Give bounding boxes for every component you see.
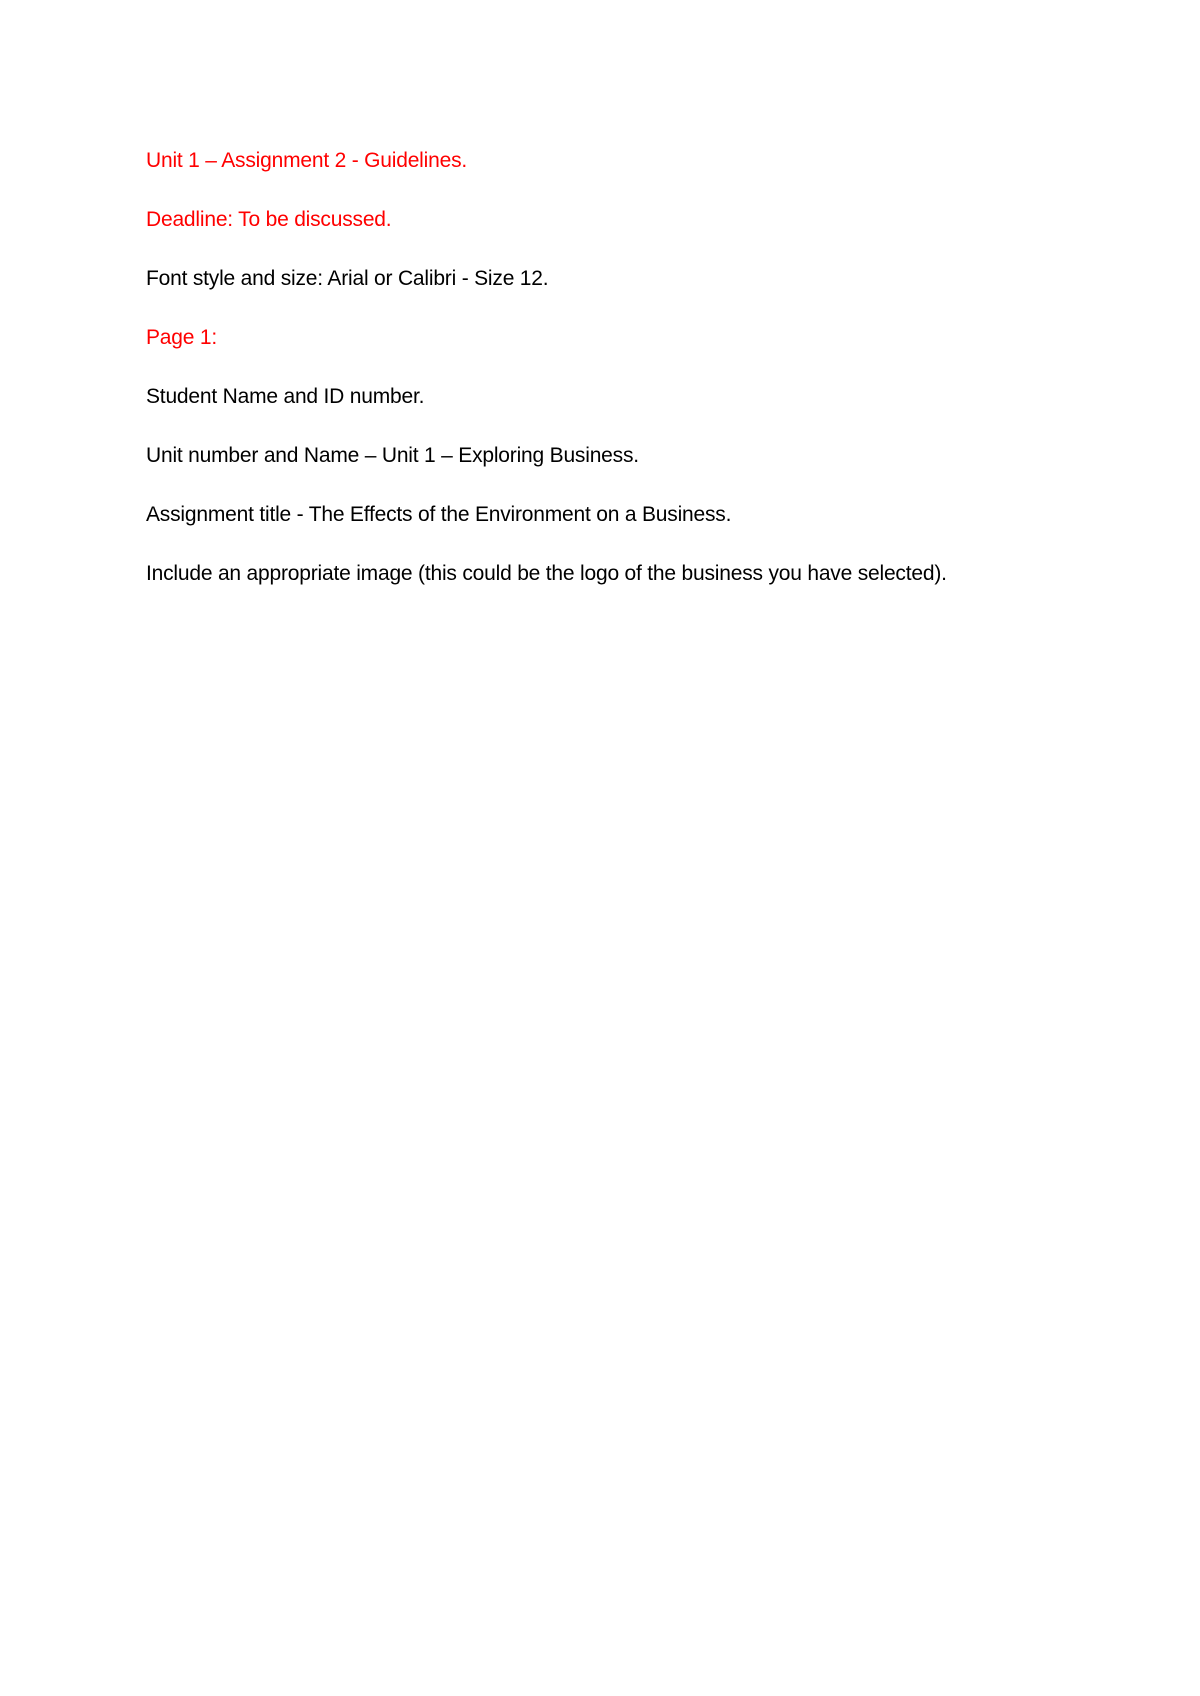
document-body xyxy=(146,146,1106,618)
deadline-line: Deadline: To be discussed. xyxy=(146,208,392,231)
unit-name-line: Unit number and Name – Unit 1 – Exploring Business. xyxy=(146,444,639,467)
font-requirement-line: Font style and size: Arial or Calibri - Size 12. xyxy=(146,267,549,290)
student-name-line: Student Name and ID number. xyxy=(146,385,425,408)
assignment-heading: Unit 1 – Assignment 2 - Guidelines. xyxy=(146,149,468,172)
assignment-title-line: Assignment title - The Effects of the Environment on a Business. xyxy=(146,503,732,526)
page-one-heading: Page 1: xyxy=(146,326,217,349)
image-instruction-line: Include an appropriate image (this could be the logo of the business you have selected). xyxy=(146,562,947,585)
